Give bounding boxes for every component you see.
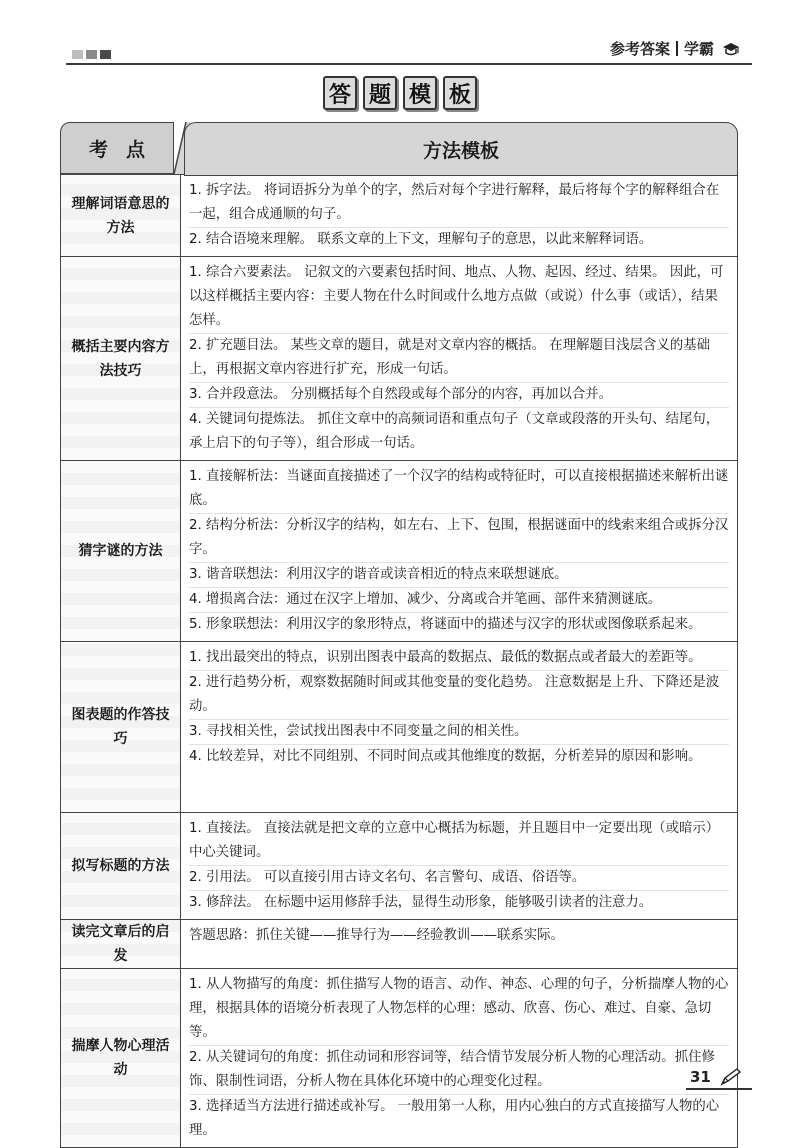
method-line: 3. 合并段意法。 分别概括每个自然段或每个部分的内容，再加以合并。 xyxy=(189,383,729,408)
header-label-right: 学霸 xyxy=(683,40,714,58)
header-square xyxy=(72,50,83,59)
table-row xyxy=(60,461,738,642)
method-line: 1. 直接法。 直接法就是把文章的立意中心概括为标题，并且题目中一定要出现（或暗示）中心关键词。 xyxy=(189,817,729,866)
topic-cell: 猜字谜的方法 xyxy=(61,461,181,641)
table-body xyxy=(60,174,738,1148)
method-line: 2. 引用法。 可以直接引用古诗文名句、名言警句、成语、俗语等。 xyxy=(189,866,729,891)
title-char-box: 答 xyxy=(323,76,357,110)
method-line: 2. 扩充题目法。 某些文章的题目，就是对文章内容的概括。 在理解题目浅层含义的基础上，再根据文章内容进行扩充，形成一句话。 xyxy=(189,334,729,383)
method-line: 2. 结合语境来理解。 联系文章的上下文，理解句子的意思，以此来解释词语。 xyxy=(189,232,653,247)
table-row xyxy=(60,969,738,1148)
method-cell xyxy=(181,461,737,641)
table-header xyxy=(60,122,738,174)
method-cell xyxy=(181,642,737,812)
graduation-cap-icon xyxy=(722,41,740,57)
topic-cell: 理解词语意思的方法 xyxy=(61,175,181,256)
topic-cell: 概括主要内容方法技巧 xyxy=(61,257,181,460)
method-line: 4. 增损离合法：通过在汉字上增加、减少、分离或合并笔画、部件来猜测谜底。 xyxy=(189,588,729,613)
topic-cell: 图表题的作答技巧 xyxy=(61,642,181,812)
topic-cell: 拟写标题的方法 xyxy=(61,813,181,919)
method-line: 1. 直接解析法：当谜面直接描述了一个汉字的结构或特征时，可以直接根据描述来解析出谜底。 xyxy=(189,465,729,514)
header-label-left: 参考答案 xyxy=(609,40,670,58)
method-line: 3. 修辞法。 在标题中运用修辞手法，显得生动形象，能够吸引读者的注意力。 xyxy=(189,895,653,910)
table-row xyxy=(60,642,738,813)
method-line: 2. 结构分析法：分析汉字的结构，如左右、上下、包围，根据谜面中的线索来组合或拆分汉字。 xyxy=(189,514,729,563)
method-line: 4. 比较差异，对比不同组别、不同时间点或其他维度的数据，分析差异的原因和影响。 xyxy=(189,749,702,764)
topic-cell: 读完文章后的启发 xyxy=(61,920,181,968)
column-header-method: 方法模板 xyxy=(184,122,738,176)
method-cell xyxy=(181,175,737,256)
method-line: 答题思路：抓住关键——推导行为——经验教训——联系实际。 xyxy=(189,928,564,943)
method-line: 3. 谐音联想法：利用汉字的谐音或读音相近的特点来联想谜底。 xyxy=(189,563,729,588)
method-line: 1. 综合六要素法。 记叙文的六要素包括时间、地点、人物、起因、经过、结果。 因此，可以这样概括主要内容：主要人物在什么时间或什么地方点做（或说）什么事（或话），结果怎样。 xyxy=(189,261,729,334)
title-char-box: 板 xyxy=(443,76,477,110)
header-label xyxy=(610,38,740,59)
page-title xyxy=(0,76,800,110)
method-cell xyxy=(181,813,737,919)
method-line: 1. 找出最突出的特点，识别出图表中最高的数据点、最低的数据点或者最大的差距等。 xyxy=(189,646,729,671)
method-cell xyxy=(181,257,737,460)
method-line: 3. 选择适当方法进行描述或补写。 一般用第一人称，用内心独白的方式直接描写人物的心理。 xyxy=(189,1099,720,1138)
footer-rule xyxy=(686,1088,752,1090)
method-line: 5. 形象联想法：利用汉字的象形特点，将谜面中的描述与汉字的形状或图像联系起来。 xyxy=(189,617,702,632)
pencil-icon xyxy=(720,1068,742,1086)
page-header xyxy=(0,0,800,72)
method-template-table xyxy=(60,122,738,1148)
method-line: 1. 拆字法。 将词语拆分为单个的字，然后对每个字进行解释，最后将每个字的解释组合在一起，组合成通顺的句子。 xyxy=(189,179,729,228)
method-cell xyxy=(181,920,737,968)
title-char-box: 题 xyxy=(363,76,397,110)
table-row xyxy=(60,257,738,461)
table-row xyxy=(60,813,738,920)
column-header-topic: 考点 xyxy=(60,122,174,174)
method-line: 3. 寻找相关性，尝试找出图表中不同变量之间的相关性。 xyxy=(189,720,729,745)
header-squares xyxy=(72,50,111,59)
table-row xyxy=(60,174,738,257)
header-square xyxy=(100,50,111,59)
header-rule xyxy=(66,63,752,65)
header-square xyxy=(86,50,97,59)
header-separator xyxy=(676,41,678,56)
method-line: 4. 关键词句提炼法。 抓住文章中的高频词语和重点句子（文章或段落的开头句、结尾句，承上启下的句子等），组合形成一句话。 xyxy=(189,412,720,451)
topic-cell: 揣摩人物心理活动 xyxy=(61,969,181,1147)
method-cell xyxy=(181,969,737,1147)
page-number: 31 xyxy=(690,1068,711,1086)
method-line: 2. 从关键词句的角度：抓住动词和形容词等，结合情节发展分析人物的心理活动。抓住修饰、限制性词语，分析人物在具体化环境中的心理变化过程。 xyxy=(189,1046,729,1095)
method-line: 2. 进行趋势分析，观察数据随时间或其他变量的变化趋势。 注意数据是上升、下降还是波动。 xyxy=(189,671,729,720)
method-line: 1. 从人物描写的角度：抓住描写人物的语言、动作、神态、心理的句子，分析揣摩人物的心理，根据具体的语境分析表现了人物怎样的心理：感动、欣喜、伤心、难过、自豪、急切等。 xyxy=(189,973,729,1046)
title-char-box: 模 xyxy=(403,76,437,110)
table-row xyxy=(60,920,738,969)
